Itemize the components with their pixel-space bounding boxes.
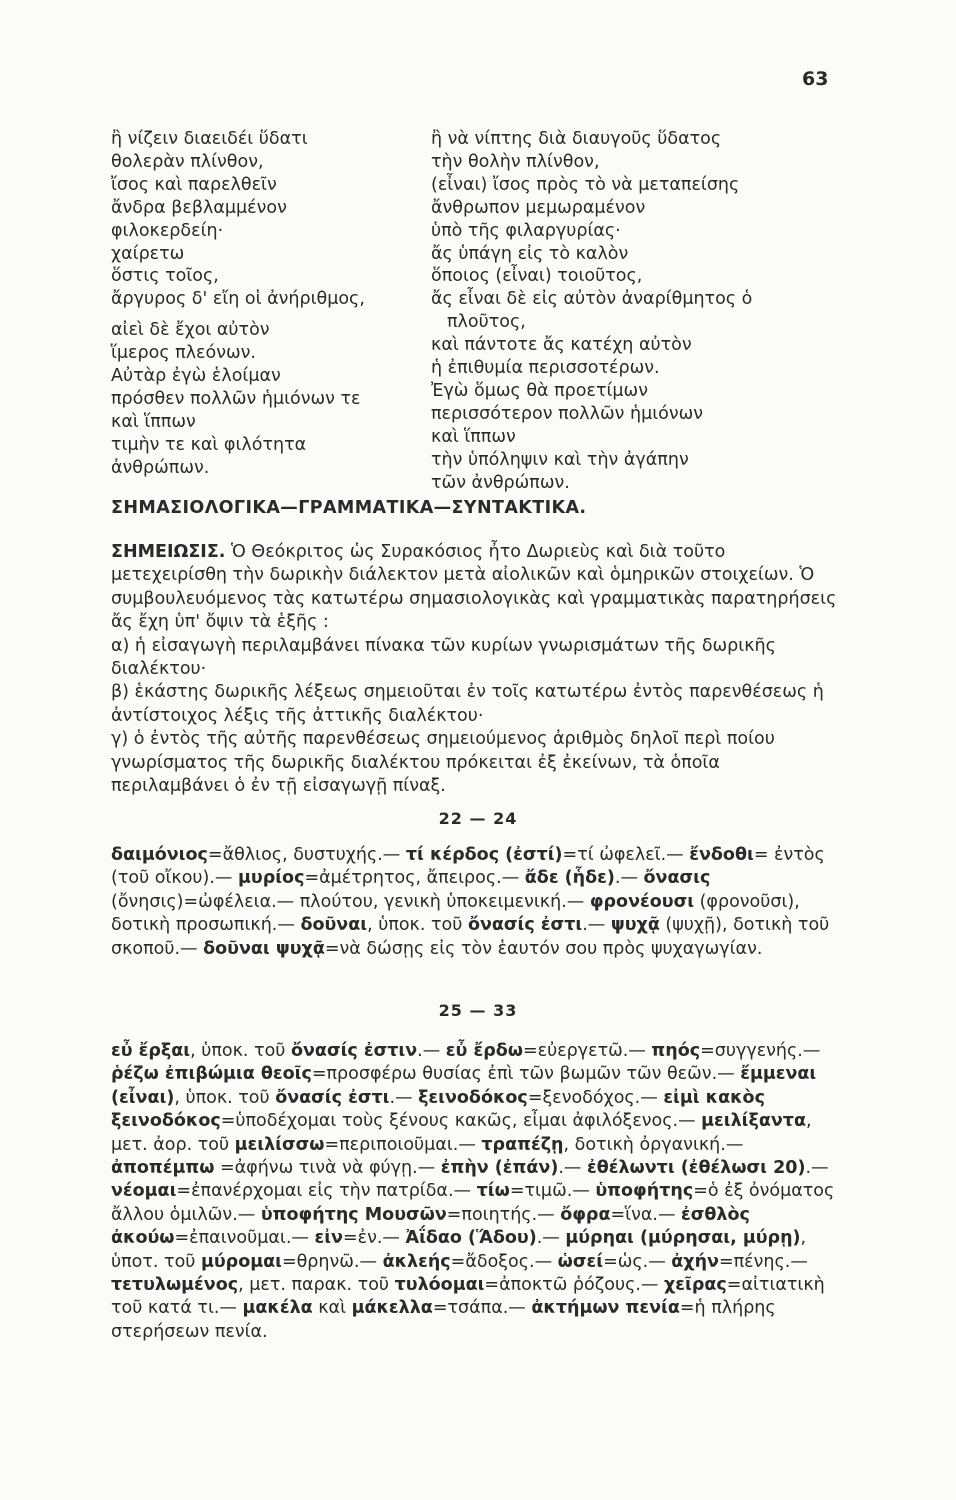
gloss-definition: =ἀποκτῶ ῥόζους.— [484, 1275, 664, 1296]
gloss-headword: τί κέρδος (ἐστί) [405, 845, 563, 865]
poem-line: φιλοκερδείη· [111, 220, 224, 241]
gloss-definition: .— [417, 1041, 446, 1061]
translation-line: περισσότερον πολλῶν ἡμιόνων [431, 403, 704, 424]
translation-line: ἄς ὑπάγη εἰς τὸ καλὸν [431, 243, 629, 264]
gloss-definition: =ὡς.— [603, 1251, 672, 1272]
gloss-definition: =προσφέρω θυσίας ἐπὶ τῶν βωμῶν τῶν θεῶν.— [311, 1064, 741, 1085]
gloss-headword: ἀποπέμπω [111, 1158, 215, 1179]
gloss-headword: χεῖρας [664, 1275, 727, 1296]
gloss-definition: καὶ [312, 1298, 352, 1319]
gloss-definition: =νὰ δώσῃς εἰς τὸν ἑαυτόν σου πρὸς ψυχαγωγίαν. [324, 938, 763, 959]
gloss-definition: =ἐπανέρχομαι εἰς τὴν πατρίδα.— [176, 1181, 477, 1202]
notes-item: γ) ὁ ἐντὸς τῆς αὐτῆς παρενθέσεως σημειούμενος ἀριθμὸς δηλοῖ περὶ ποίου γνωρίσματος τῆς δωρικῆς διαλέκτου πρόκειται ἐξ ἐκείνων, τὰ ὁποῖα περιλαμβάνει ὁ ἐν τῇ εἰσαγωγῇ πίναξ. [111, 729, 775, 797]
poem-line: Αὐτὰρ ἐγὼ ἑλοίμαν [111, 366, 281, 387]
translation-line: ὑπὸ τῆς φιλαργυρίας· [431, 220, 621, 241]
poem-line: ἄργυρος δ' εἴη οἱ ἀνήριθμος, [111, 289, 365, 310]
poem-line: ἵμερος πλεόνων. [111, 343, 256, 364]
gloss-definition: .— [582, 915, 611, 936]
gloss-definition: .— [805, 1158, 829, 1179]
section-heading: ΣΗΜΑΣΙΟΛΟΓΙΚΑ—ΓΡΑΜΜΑΤΙΚΑ—ΣΥΝΤΑΚΤΙΚΑ. [111, 498, 587, 518]
gloss-definition: .— [389, 1087, 419, 1108]
gloss-definition: =τί ὠφελεῖ.— [562, 845, 690, 865]
gloss-definition: =πένης.— [718, 1251, 808, 1272]
gloss-definition: =ἐν.— [342, 1228, 406, 1249]
gloss-headword: τετυλωμένος [111, 1275, 239, 1296]
translation-line: Ἐγὼ ὅμως θὰ προετίμων [431, 380, 648, 401]
gloss-headword: ὡσεί [557, 1251, 604, 1272]
gloss-headword: ὄνασίς ἐστιν [290, 1041, 418, 1061]
notes-item: β) ἑκάστης δωρικῆς λέξεως σημειοῦται ἐν τοῖς κατωτέρω ἐντὸς παρενθέσεως ἡ ἀντίστοιχος λέξις τῆς ἀττικῆς διαλέκτου· [111, 682, 824, 726]
gloss-definition: = ἐντὸς (τοῦ οἴκου).— [111, 845, 825, 889]
gloss-definition: =ὁ ἐξ ὀνόματος ἄλλου ὁμιλῶν.— [111, 1181, 835, 1225]
gloss-headword: μάκελλα [351, 1298, 433, 1319]
gloss-definition: =αἰτιατικὴ τοῦ κατά τι.— [111, 1275, 825, 1319]
gloss-definition: =ἡ πλήρης στερήσεων πενία. [111, 1298, 776, 1342]
gloss-headword: εἰμὶ κακὸς ξεινοδόκος [111, 1087, 765, 1132]
gloss-headword: ἐθέλωντι (ἐθέλωσι 20) [586, 1158, 806, 1179]
poem-line: χαίρετω [111, 243, 185, 264]
gloss-headword: δοῦναι ψυχᾷ [203, 938, 325, 959]
gloss-definition: =ποιητής.— [446, 1204, 561, 1225]
gloss-headword: ὄφρα [560, 1204, 611, 1225]
translation-line: καὶ ἵππων [431, 426, 516, 447]
gloss-headword: νέομαι [111, 1181, 177, 1202]
gloss-definition: =ξενοδόχος.— [527, 1087, 664, 1108]
translation-line: καὶ πάντοτε ἄς κατέχη αὐτὸν [431, 335, 692, 356]
glossary-block [111, 844, 841, 961]
gloss-definition: =συγγενής.— [700, 1041, 821, 1061]
gloss-headword: ἀκτήμων πενία [531, 1298, 680, 1319]
gloss-headword: μακέλα [242, 1298, 313, 1319]
gloss-headword: εὖ ἔρδω [445, 1041, 523, 1061]
poem-line: ἀνθρώπων. [111, 457, 210, 478]
gloss-headword: ἄδε (ἧδε) [524, 868, 615, 889]
gloss-definition: (ψυχῇ), δοτικὴ τοῦ σκοποῦ.— [111, 915, 830, 959]
translation-line: ἡ ἐπιθυμία περισσοτέρων. [431, 358, 660, 379]
gloss-definition: (ὄνησις)=ὠφέλεια.— πλούτου, γενικὴ ὑποκειμενική.— [111, 891, 590, 912]
notes-label: ΣΗΜΕΙΩΣΙΣ. [111, 542, 226, 562]
translation-line: τὴν θολὴν πλίνθον, [431, 151, 600, 172]
gloss-definition: (φρονοῦσι), δοτικὴ προσωπική.— [111, 891, 800, 936]
gloss-headword: μύρηαι (μύρησαι, μύρῃ) [565, 1228, 801, 1249]
gloss-headword: φρονέουσι [589, 891, 695, 912]
gloss-headword: δαιμόνιος [111, 845, 208, 865]
gloss-definition: , ὑποτ. τοῦ [111, 1228, 807, 1272]
poem-line: θολερὰν πλίνθον, [111, 151, 264, 172]
gloss-headword: ὄνασίς ἐστι [275, 1087, 390, 1108]
poem-translation-column [431, 128, 752, 495]
poem-line: ἢ νίζειν διαειδέι ὕδατι [111, 129, 308, 149]
gloss-headword: ὄνασίς ἐστι [467, 915, 583, 936]
gloss-definition: =ὑποδέχομαι τοὺς ξένους κακῶς, εἶμαι ἀφιλόξενος.— [220, 1111, 702, 1132]
translation-line: ἢ νὰ νίπτης διὰ διαυγοῦς ὕδατος [431, 129, 722, 149]
notes-block [111, 541, 841, 798]
gloss-definition: =εὐεργετῶ.— [522, 1041, 652, 1061]
gloss-headword: τραπέζῃ [481, 1134, 564, 1155]
gloss-definition: , μετ. ἀορ. τοῦ [111, 1111, 812, 1155]
poem-original-column [111, 128, 365, 480]
gloss-headword: ἐσθλὸς ἀκούω [111, 1204, 750, 1249]
gloss-headword: ἔνδοθι [689, 845, 754, 865]
gloss-headword: ξεινοδόκος [418, 1087, 528, 1108]
gloss-headword: εὖ ἔρξαι [111, 1041, 191, 1061]
gloss-definition: .— [536, 1228, 566, 1249]
gloss-headword: μειλίξαντα [701, 1111, 806, 1132]
gloss-headword: ὑποφήτης Μουσῶν [260, 1204, 447, 1225]
gloss-headword: ῥέζω ἐπιβώμια θεοῖς [111, 1064, 312, 1085]
gloss-definition: , ὑποκ. τοῦ [174, 1087, 276, 1108]
gloss-definition: =ἵνα.— [610, 1204, 682, 1225]
gloss-headword: ψυχᾷ [610, 915, 660, 936]
gloss-headword: ὑποφήτης [595, 1181, 694, 1202]
gloss-definition: =ἄδοξος.— [450, 1251, 558, 1272]
gloss-definition: =ἀμέτρητος, ἄπειρος.— [304, 868, 525, 889]
poem-line: ὅστις τοῖος, [111, 266, 219, 287]
verse-range-heading: 25 — 33 [438, 1001, 518, 1020]
poem-line: πρόσθεν πολλῶν ἡμιόνων τε [111, 388, 361, 409]
verse-range-heading: 22 — 24 [438, 809, 518, 828]
gloss-headword: τυλόομαι [394, 1275, 485, 1296]
gloss-headword: Ἀΐδαο (Ἅδου) [405, 1228, 537, 1249]
notes-intro-text: Ὁ Θεόκριτος ὡς Συρακόσιος ἦτο Δωριεὺς καὶ διὰ τοῦτο μετεχειρίσθη τὴν δωρικὴν διάλεκτον μετὰ αἰολικῶν καὶ ὁμηρικῶν στοιχείων. Ὁ συμβουλευόμενος τὰς κατωτέρω σημασιολογικὰς καὶ γραμματικὰς παρατηρήσεις ἄς ἔχη ὑπ' ὄψιν τὰ ἑξῆς : [111, 542, 837, 633]
gloss-definition: , δοτικὴ ὀργανική.— [563, 1134, 744, 1155]
gloss-definition: .— [614, 868, 644, 889]
translation-line: ὅποιος (εἶναι) τοιοῦτος, [431, 266, 643, 287]
poem-line: τιμὴν τε καὶ φιλότητα [111, 434, 307, 455]
notes-item: α) ἡ εἰσαγωγὴ περιλαμβάνει πίνακα τῶν κυρίων γνωρισμάτων τῆς δωρικῆς διαλέκτου· [111, 635, 776, 680]
page-number: 63 [802, 68, 829, 90]
gloss-definition: =ἄθλιος, δυστυχής.— [207, 845, 406, 865]
gloss-headword: δοῦναι [300, 915, 368, 936]
gloss-definition: =τιμῶ.— [509, 1181, 596, 1202]
glossary-block [111, 1040, 841, 1344]
notes-intro [111, 541, 841, 635]
gloss-headword: ἐπὴν (ἐπάν) [440, 1158, 559, 1179]
gloss-definition: , ὑποκ. τοῦ [190, 1041, 291, 1061]
gloss-definition: , ὑποκ. τοῦ [367, 915, 468, 936]
gloss-headword: εἰν [314, 1228, 343, 1249]
translation-line: πλοῦτος, [447, 312, 526, 333]
gloss-headword: πηός [651, 1041, 701, 1061]
gloss-definition: =ἀφήνω τινὰ νὰ φύγῃ.— [214, 1158, 441, 1179]
translation-line: ἄς εἶναι δὲ εἰς αὐτὸν ἀναρίθμητος ὁ [431, 289, 753, 310]
translation-line: (εἶναι) ἴσος πρὸς τὸ νὰ μεταπείσης [431, 174, 740, 195]
gloss-definition: =θρηνῶ.— [281, 1251, 383, 1272]
gloss-headword: ὄνασις [643, 868, 711, 889]
translation-line: ἄνθρωπον μεμωραμένον [431, 197, 646, 218]
translation-line: τῶν ἀνθρώπων. [431, 472, 570, 493]
gloss-definition: =ἐπαινοῦμαι.— [174, 1228, 315, 1249]
poem-line: αἰεὶ δὲ ἔχοι αὐτὸν [111, 320, 270, 341]
gloss-definition: .— [558, 1158, 587, 1179]
gloss-headword: μειλίσσω [234, 1134, 325, 1155]
poem-line: ἴσος καὶ παρελθεῖν [111, 174, 277, 195]
poem-line: ἄνδρα βεβλαμμένον [111, 197, 287, 218]
translation-line: τὴν ὑπόληψιν καὶ τὴν ἀγάπην [431, 449, 689, 470]
gloss-definition: , μετ. παρακ. τοῦ [238, 1275, 395, 1296]
gloss-headword: τίω [476, 1181, 510, 1202]
gloss-headword: ἀκλεής [382, 1251, 451, 1272]
gloss-headword: ἀχήν [671, 1251, 719, 1272]
gloss-definition: =περιποιοῦμαι.— [324, 1134, 482, 1155]
gloss-definition: =τσάπα.— [432, 1298, 532, 1319]
gloss-headword: ἔμμεναι (εἶναι) [111, 1064, 817, 1108]
gloss-headword: μυρίος [238, 868, 305, 889]
gloss-headword: μύρομαι [200, 1251, 282, 1272]
poem-line: καὶ ἵππων [111, 411, 196, 432]
